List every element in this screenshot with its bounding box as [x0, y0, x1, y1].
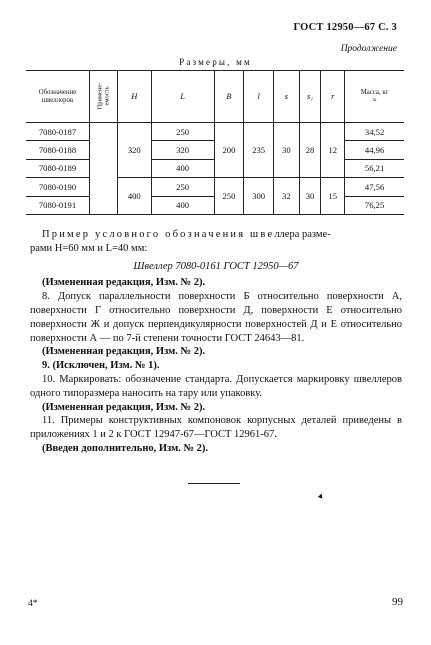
page-number: 99 — [392, 596, 403, 608]
cell-l: 300 — [244, 178, 274, 215]
example-intro-line2: рами H=60 мм и L=40 мм: — [30, 242, 148, 254]
cell-code: 7080-0189 — [26, 159, 90, 177]
revision-note: (Измененная редакция, Изм. № 2). — [42, 277, 206, 289]
cell-L: 400 — [151, 196, 214, 214]
col-header-r: r — [321, 71, 345, 123]
table-row — [26, 123, 404, 141]
cell-s1: 30 — [299, 178, 321, 215]
paragraph-8: 8. Допуск параллельности поверхности Б относительно поверхности А, поверхности Г относительно поверхности Д, поверхности Е относительно поверхности Ж и допуск перпендикулярности поверхностей Д и Е относительно поверхности А — по 7-й степени точности ГОСТ 24643—81. — [30, 291, 402, 344]
col-header-applicability: Примене- емость — [90, 71, 118, 123]
paragraph-9: 9. (Исключен, Изм. № 1). — [42, 360, 160, 372]
continued-label: Продолжение — [340, 44, 397, 54]
example-designation: Швеллер 7080-0161 ГОСТ 12950—67 — [133, 260, 299, 272]
cell-s: 30 — [273, 123, 299, 178]
cell-L: 400 — [151, 159, 214, 177]
cell-code: 7080-0187 — [26, 123, 90, 141]
cell-s: 32 — [273, 178, 299, 215]
cell-H: 320 — [117, 123, 151, 178]
standard-header: ГОСТ 12950—67 С. 3 — [293, 22, 397, 33]
cell-mass: 34,52 — [345, 123, 404, 141]
cell-l: 235 — [244, 123, 274, 178]
paragraph-11: 11. Примеры конструктивных компоновок корпусных деталей приведены в приложениях 1 и 2 к ГОСТ 12947-67—ГОСТ 12961-67. — [30, 415, 402, 441]
table-row — [26, 178, 404, 196]
col-header-mass: Масса, кг ≈ — [345, 71, 404, 123]
cell-r: 15 — [321, 178, 345, 215]
cell-mass: 56,21 — [345, 159, 404, 177]
cell-L: 320 — [151, 141, 214, 159]
cell-code: 7080-0191 — [26, 196, 90, 214]
cell-L: 250 — [151, 178, 214, 196]
col-header-B: B — [214, 71, 244, 123]
cell-code: 7080-0190 — [26, 178, 90, 196]
cell-s1: 28 — [299, 123, 321, 178]
col-header-s: s — [273, 71, 299, 123]
col-header-L: L — [151, 71, 214, 123]
sheet-mark: 4* — [28, 599, 38, 609]
cell-code: 7080-0188 — [26, 141, 90, 159]
table-header-row — [26, 71, 404, 123]
cell-L: 250 — [151, 123, 214, 141]
revision-note: (Введен дополнительно, Изм. № 2). — [42, 442, 209, 454]
end-rule — [188, 483, 240, 484]
paragraph-10: 10. Маркировать: обозначение стандарта. Допускается маркировку швеллеров одного типоразмера наносить на тару или упаковку. — [30, 373, 402, 399]
table-caption: Размеры, мм — [179, 57, 252, 67]
cell-mass: 47,56 — [345, 178, 404, 196]
cell-B: 200 — [214, 123, 244, 178]
document-body — [30, 228, 402, 456]
cell-H: 400 — [117, 178, 151, 215]
cell-r: 12 — [321, 123, 345, 178]
cell-mass: 44,96 — [345, 141, 404, 159]
example-intro: Пример условного обозначения швеллера разме- — [42, 229, 331, 240]
revision-note: (Измененная редакция, Изм. № 2). — [42, 346, 206, 358]
cell-applicability — [90, 123, 118, 215]
cell-B: 250 — [214, 178, 244, 215]
cell-mass: 76,25 — [345, 196, 404, 214]
revision-note: (Измененная редакция, Изм. № 2). — [42, 401, 206, 413]
ink-mark: ▲ — [315, 489, 327, 502]
col-header-l: l — [244, 71, 274, 123]
col-header-designation: Обозначение швеллеров — [26, 71, 90, 123]
col-header-s1: s₁ — [299, 71, 321, 123]
dimensions-table — [26, 70, 404, 215]
col-header-H: H — [117, 71, 151, 123]
